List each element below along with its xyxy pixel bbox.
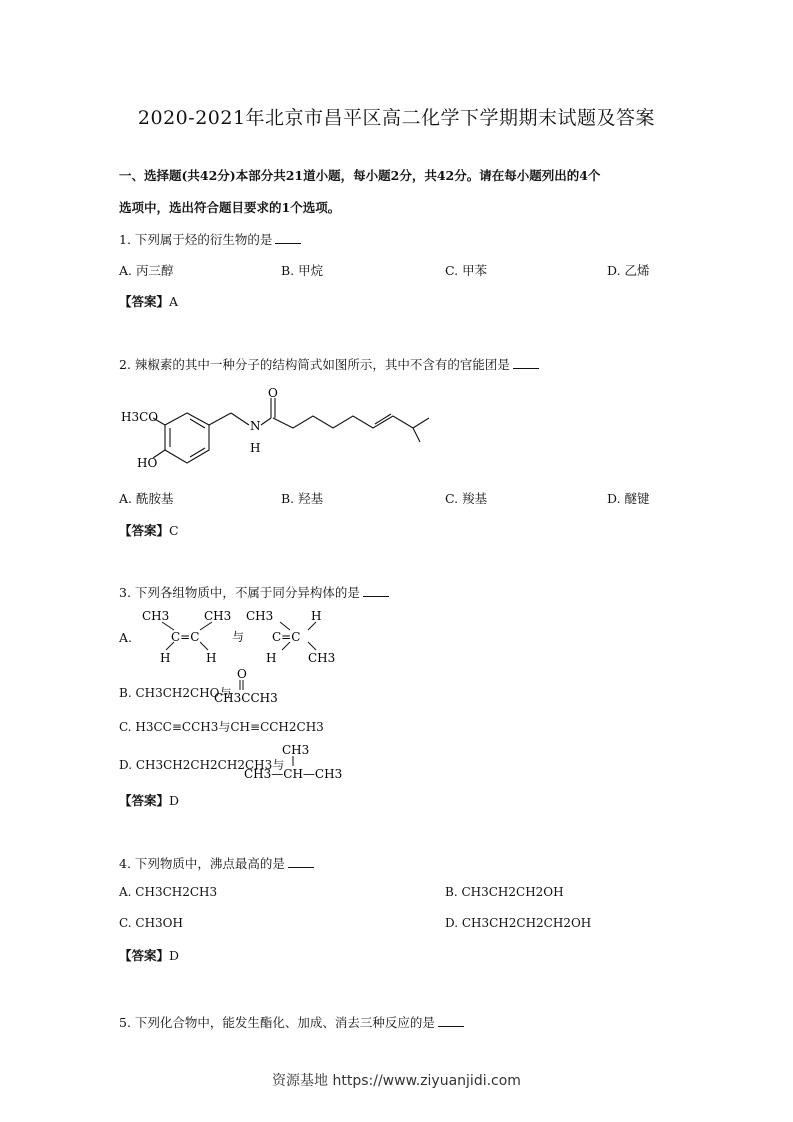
a2-double-bond: C=C <box>272 630 301 644</box>
answer-blank <box>363 583 389 597</box>
a1-h-left: H <box>160 651 171 665</box>
benzene-ring <box>165 413 209 463</box>
q3-option-d: D. CH3CH2CH2CH2CH3与 <box>119 758 285 772</box>
d-main: CH3—CH—CH3 <box>244 767 342 781</box>
answer-blank <box>275 230 301 244</box>
q1-option-b: B. 甲烷 <box>281 263 324 278</box>
q1-option-c: C. 甲苯 <box>445 263 488 278</box>
q3-option-c: C. H3CC≡CCH3与CH≡CCH2CH3 <box>119 720 324 734</box>
question-2-text: 2. 辣椒素的其中一种分子的结构简式如图所示，其中不含有的官能团是 <box>119 357 510 372</box>
answer-label: 【答案】 <box>119 294 170 309</box>
q4-option-c: C. CH3OH <box>119 916 183 930</box>
q2-option-c: C. 羧基 <box>445 491 488 506</box>
a2-h-bottom: H <box>266 651 277 665</box>
q2-answer <box>119 521 179 539</box>
b-formula: CH3CCH3 <box>214 691 278 705</box>
answer-label: 【答案】 <box>119 948 170 963</box>
label-ho: HO <box>137 456 158 470</box>
a1-ch3-left: CH3 <box>142 609 170 623</box>
q1-option-d: D. 乙烯 <box>607 263 650 278</box>
section-heading-line1: 一、选择题(共42分)本部分共21道小题，每小题2分，共42分。请在每小题列出的4个 <box>119 168 601 183</box>
question-5 <box>119 1013 464 1031</box>
q4-answer <box>119 946 179 964</box>
q4-answer-value: D <box>169 948 180 963</box>
q2-answer-value: C <box>169 523 179 538</box>
question-2 <box>119 355 539 373</box>
a1-h-right: H <box>206 651 217 665</box>
q3-option-b: B. CH3CH2CHO与 <box>119 686 232 700</box>
a2-ch3-top: CH3 <box>246 609 274 623</box>
capsaicin-structure <box>115 388 445 478</box>
footer-watermark: 资源基地 https://www.ziyuanjidi.com <box>272 1073 521 1089</box>
label-o: O <box>268 388 278 400</box>
a2-h-top: H <box>311 609 322 623</box>
answer-blank <box>288 854 314 868</box>
q3-answer-value: D <box>169 793 180 808</box>
q1-answer-value: A <box>169 294 179 309</box>
q2-option-a: A. 酰胺基 <box>119 491 174 506</box>
q1-answer <box>119 292 178 310</box>
question-1-text: 1. 下列属于烃的衍生物的是 <box>119 232 273 247</box>
a1-ch3-right: CH3 <box>204 609 232 623</box>
q4-option-b: B. CH3CH2CH2OH <box>445 885 564 899</box>
b-o: O <box>237 668 247 681</box>
answer-blank <box>438 1013 464 1027</box>
answer-blank <box>513 355 539 369</box>
question-4-text: 4. 下列物质中，沸点最高的是 <box>119 856 285 871</box>
section-heading-line2: 选项中，选出符合题目要求的1个选项。 <box>119 200 341 215</box>
a2-ch3-bottom: CH3 <box>308 651 336 665</box>
label-n: N <box>250 419 261 433</box>
q3-option-b-structure <box>212 668 282 706</box>
q3-option-a-label: A. <box>119 630 133 645</box>
q1-option-a: A. 丙三醇 <box>119 263 174 278</box>
question-3-text: 3. 下列各组物质中，不属于同分异构体的是 <box>119 585 360 600</box>
answer-label: 【答案】 <box>119 793 170 808</box>
label-h3co: H3CO <box>121 410 159 424</box>
q2-option-d: D. 醚键 <box>607 491 650 506</box>
page-title: 2020-2021年北京市昌平区高二化学下学期期末试题及答案 <box>137 107 656 129</box>
q2-option-b: B. 羟基 <box>281 491 324 506</box>
question-1 <box>119 230 301 248</box>
question-5-text: 5. 下列化合物中，能发生酯化、加成、消去三种反应的是 <box>119 1015 435 1030</box>
q4-option-d: D. CH3CH2CH2CH2OH <box>445 916 592 930</box>
label-h: H <box>250 441 261 455</box>
question-3 <box>119 583 389 601</box>
a-with: 与 <box>232 630 245 644</box>
d-top: CH3 <box>282 743 310 757</box>
a1-double-bond: C=C <box>171 630 200 644</box>
question-4 <box>119 854 314 872</box>
q3-option-d-structure <box>242 742 342 782</box>
answer-label: 【答案】 <box>119 523 170 538</box>
q4-option-a: A. CH3CH2CH3 <box>119 885 218 899</box>
q3-answer <box>119 791 179 809</box>
q3-option-a-structures <box>140 606 350 668</box>
